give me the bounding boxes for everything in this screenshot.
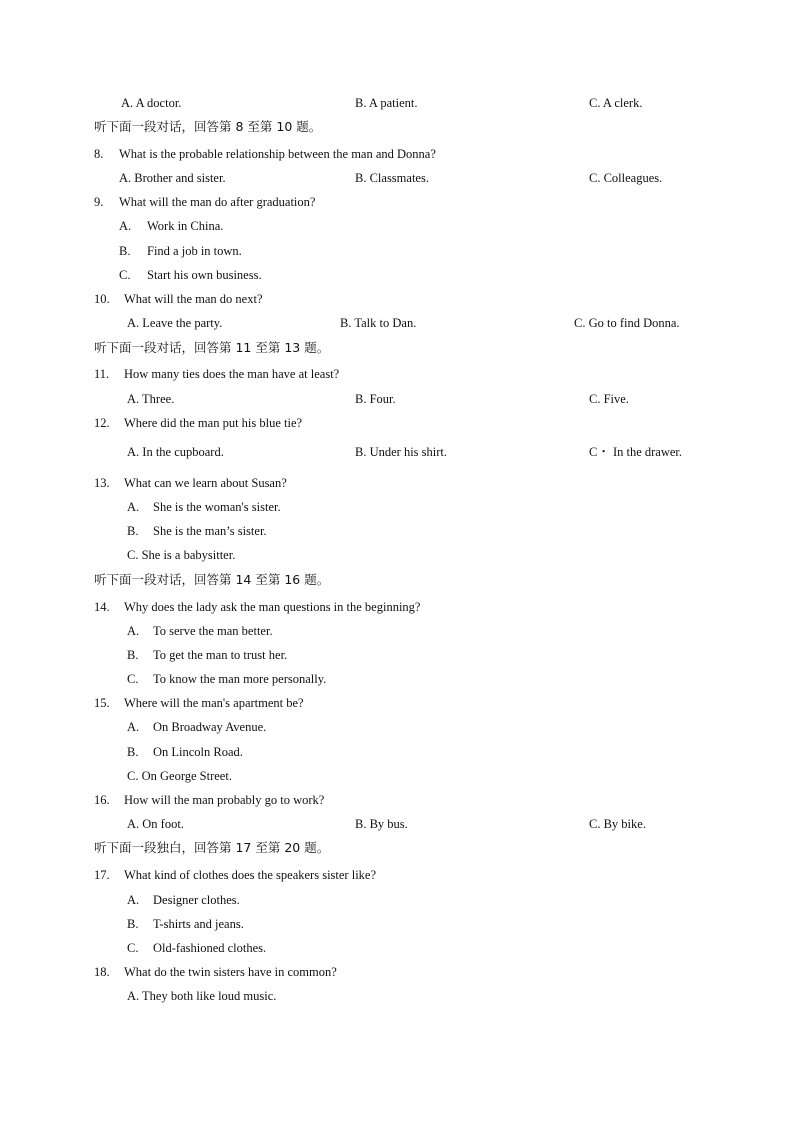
q15-option-a-letter: A. <box>127 720 140 734</box>
section-heading-8-10: 听下面一段对话，回答第 8 至第 10 题。 <box>94 119 322 134</box>
q17-option-a-letter: A. <box>127 893 140 907</box>
q15-option-a-text: On Broadway Avenue. <box>153 720 267 734</box>
section-heading-17-20: 听下面一段独白，回答第 17 至第 20 题。 <box>94 840 330 855</box>
q7-option-c: C. A clerk. <box>589 96 643 110</box>
q9-text: What will the man do after graduation? <box>119 195 316 209</box>
q13-option-a-letter: A. <box>127 500 140 514</box>
section-heading-11-13: 听下面一段对话，回答第 11 至第 13 题。 <box>94 340 330 355</box>
q10-text: What will the man do next? <box>124 292 263 306</box>
q10-option-a: A. Leave the party. <box>127 316 223 330</box>
q9-option-c-text: Start his own business. <box>147 268 262 282</box>
q16-option-a: A. On foot. <box>127 817 184 831</box>
q14-number: 14. <box>94 600 110 614</box>
q9-option-b-letter: B. <box>119 244 131 258</box>
q12-text: Where did the man put his blue tie? <box>124 416 303 430</box>
q10-option-c: C. Go to find Donna. <box>574 316 680 330</box>
q14-text: Why does the lady ask the man questions in the beginning? <box>124 600 421 614</box>
q15-number: 15. <box>94 696 110 710</box>
q13-option-b-text: She is the man’s sister. <box>153 524 267 538</box>
q18-number: 18. <box>94 965 110 979</box>
q18-option-a: A. They both like loud music. <box>127 989 277 1003</box>
q16-text: How will the man probably go to work? <box>124 793 325 807</box>
q11-option-a: A. Three. <box>127 392 175 406</box>
q10-option-b: B. Talk to Dan. <box>340 316 417 330</box>
q10-number: 10. <box>94 292 110 306</box>
q14-option-c-text: To know the man more personally. <box>153 672 327 686</box>
q14-option-a-letter: A. <box>127 624 140 638</box>
q14-option-a-text: To serve the man better. <box>153 624 273 638</box>
q15-option-b-text: On Lincoln Road. <box>153 745 243 759</box>
q16-option-c: C. By bike. <box>589 817 646 831</box>
q16-option-b: B. By bus. <box>355 817 408 831</box>
q12-number: 12. <box>94 416 110 430</box>
q8-text: What is the probable relationship between the man and Donna? <box>119 147 436 161</box>
q11-option-b: B. Four. <box>355 392 396 406</box>
q13-text: What can we learn about Susan? <box>124 476 287 490</box>
q12-option-c: C・ In the drawer. <box>589 445 683 459</box>
q17-option-c-text: Old-fashioned clothes. <box>153 941 267 955</box>
q14-option-b-text: To get the man to trust her. <box>153 648 288 662</box>
section-heading-14-16: 听下面一段对话，回答第 14 至第 16 题。 <box>94 572 330 587</box>
q11-number: 11. <box>94 367 110 381</box>
q7-option-a: A. A doctor. <box>121 96 182 110</box>
q15-option-c-text: C. On George Street. <box>127 769 232 783</box>
q8-number: 8. <box>94 147 104 161</box>
q15-option-b-letter: B. <box>127 745 139 759</box>
q9-option-a-text: Work in China. <box>147 219 224 233</box>
q17-option-c-letter: C. <box>127 941 139 955</box>
q8-option-c: C. Colleagues. <box>589 171 663 185</box>
q13-option-a-text: She is the woman's sister. <box>153 500 281 514</box>
q7-option-b: B. A patient. <box>355 96 418 110</box>
q16-number: 16. <box>94 793 110 807</box>
q9-number: 9. <box>94 195 104 209</box>
q17-number: 17. <box>94 868 110 882</box>
q14-option-b-letter: B. <box>127 648 139 662</box>
q17-option-b-text: T-shirts and jeans. <box>153 917 244 931</box>
q13-option-c-text: C. She is a babysitter. <box>127 548 236 562</box>
q11-option-c: C. Five. <box>589 392 629 406</box>
q14-option-c-letter: C. <box>127 672 139 686</box>
q18-text: What do the twin sisters have in common? <box>124 965 337 979</box>
q9-option-c-letter: C. <box>119 268 131 282</box>
q8-option-a: A. Brother and sister. <box>119 171 226 185</box>
q17-option-a-text: Designer clothes. <box>153 893 240 907</box>
q13-number: 13. <box>94 476 110 490</box>
q13-option-b-letter: B. <box>127 524 139 538</box>
q15-text: Where will the man's apartment be? <box>124 696 304 710</box>
q9-option-b-text: Find a job in town. <box>147 244 242 258</box>
q12-option-a: A. In the cupboard. <box>127 445 224 459</box>
q9-option-a-letter: A. <box>119 219 132 233</box>
q17-text: What kind of clothes does the speakers sister like? <box>124 868 377 882</box>
q12-option-b: B. Under his shirt. <box>355 445 448 459</box>
q17-option-b-letter: B. <box>127 917 139 931</box>
q8-option-b: B. Classmates. <box>355 171 429 185</box>
q11-text: How many ties does the man have at least? <box>124 367 340 381</box>
